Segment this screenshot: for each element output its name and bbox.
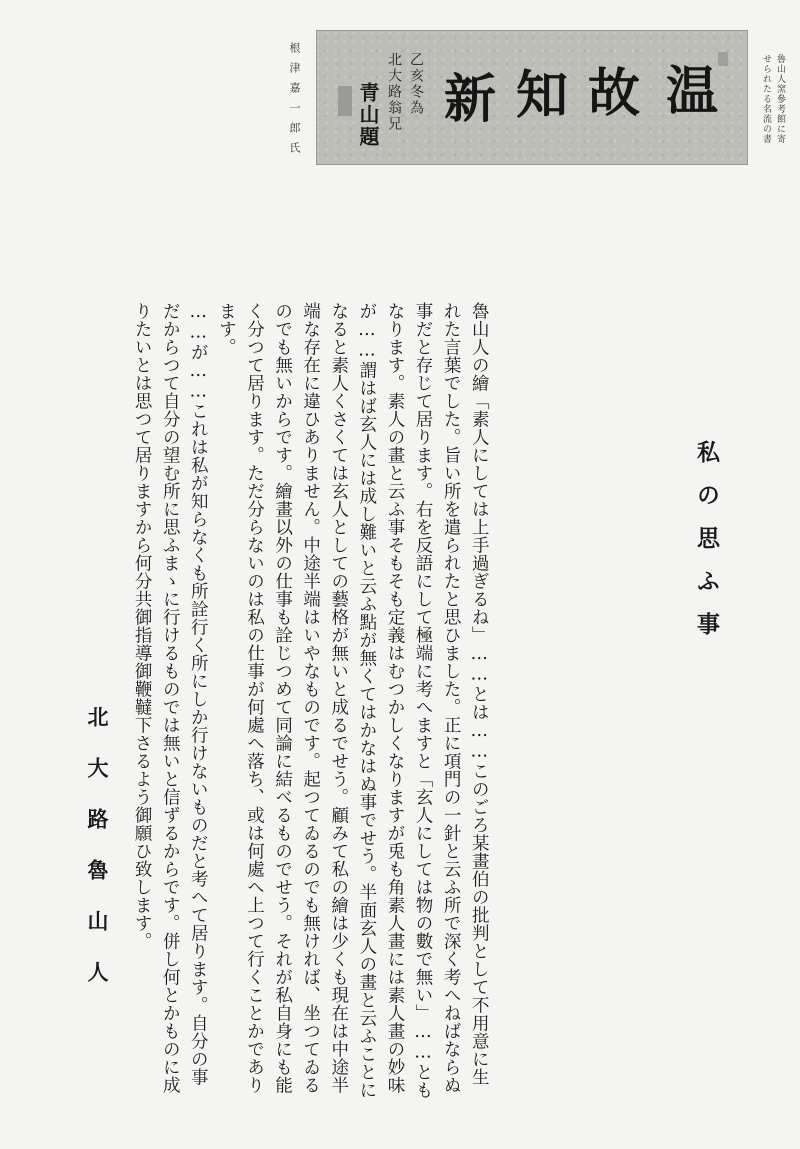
calligraphy-char-4: 新	[444, 69, 497, 130]
calligraphy-signature: 青山題	[356, 82, 380, 148]
calligraphy-char-2: 故	[588, 63, 641, 124]
donor-name: 根津嘉一郎氏	[288, 42, 301, 162]
calligraphy-panel	[316, 30, 748, 165]
essay-body	[128, 302, 493, 1102]
caption-line-1: 魯山人窯參考館に寄	[775, 54, 785, 144]
essay-paragraph: 魯山人の繪「素人にしては上手過ぎるね」……とは……このごろ某畫伯の批判として不用意に生れた言葉でした。旨い所を遣られたと思ひました。正に項門の一針と云ふ所で深く考へねばならぬ事だと存じて居ります。右を反語にして極端に考へますと「玄人にしては物の數で無い」……ともなります。素人の畫と云ふ事そもそも定義はむつかしくなりますが兎も角素人畫には素人畫の妙味が……謂はば玄人には成し難いと云ふ點が無くてはかなはぬ事でせう。半面玄人の畫と云ふことになると素人くさくては玄人としての藝格が無いと成るでせう。顧みて私の繪は少くも現在は中途半端な存在に違ひありません。中途半端はいやなものです。起つてゐるのでも無ければ、坐つてゐるのでも無いからです。繪畫以外の仕事も詮じつめて同論に結べるものでせう。それが私自身にも能く分つて居ります。ただ分らないのは私の仕事が何處へ落ち、或は何處へ上つて行くことかであります。	[216, 302, 490, 1099]
calligraphy-inscription-date: 乙亥冬為	[408, 52, 424, 116]
essay-author: 北大路魯山人	[85, 706, 110, 1012]
seal-mark	[718, 52, 728, 66]
seal-mark	[338, 86, 352, 116]
essay-paragraph: ……が……これは私が知らなくも所詮行く所にしか行けないものだと考へて居ります。自分の事だからつて自分の望む所に思ふまゝに行けるものでは無いと信ずるからです。併し何とかものに成りたいとは思つて居りますから何分共御指導御鞭韃下さるよう御願ひ致します。	[132, 302, 209, 1094]
caption-line-2: せられたる名流の書	[761, 54, 771, 144]
calligraphy-char-1: 温	[666, 61, 719, 122]
essay-title: 私の思ふ事	[693, 440, 720, 655]
calligraphy-char-3: 知	[516, 65, 569, 126]
calligraphy-inscription-for: 北大路翁兄	[386, 52, 402, 132]
